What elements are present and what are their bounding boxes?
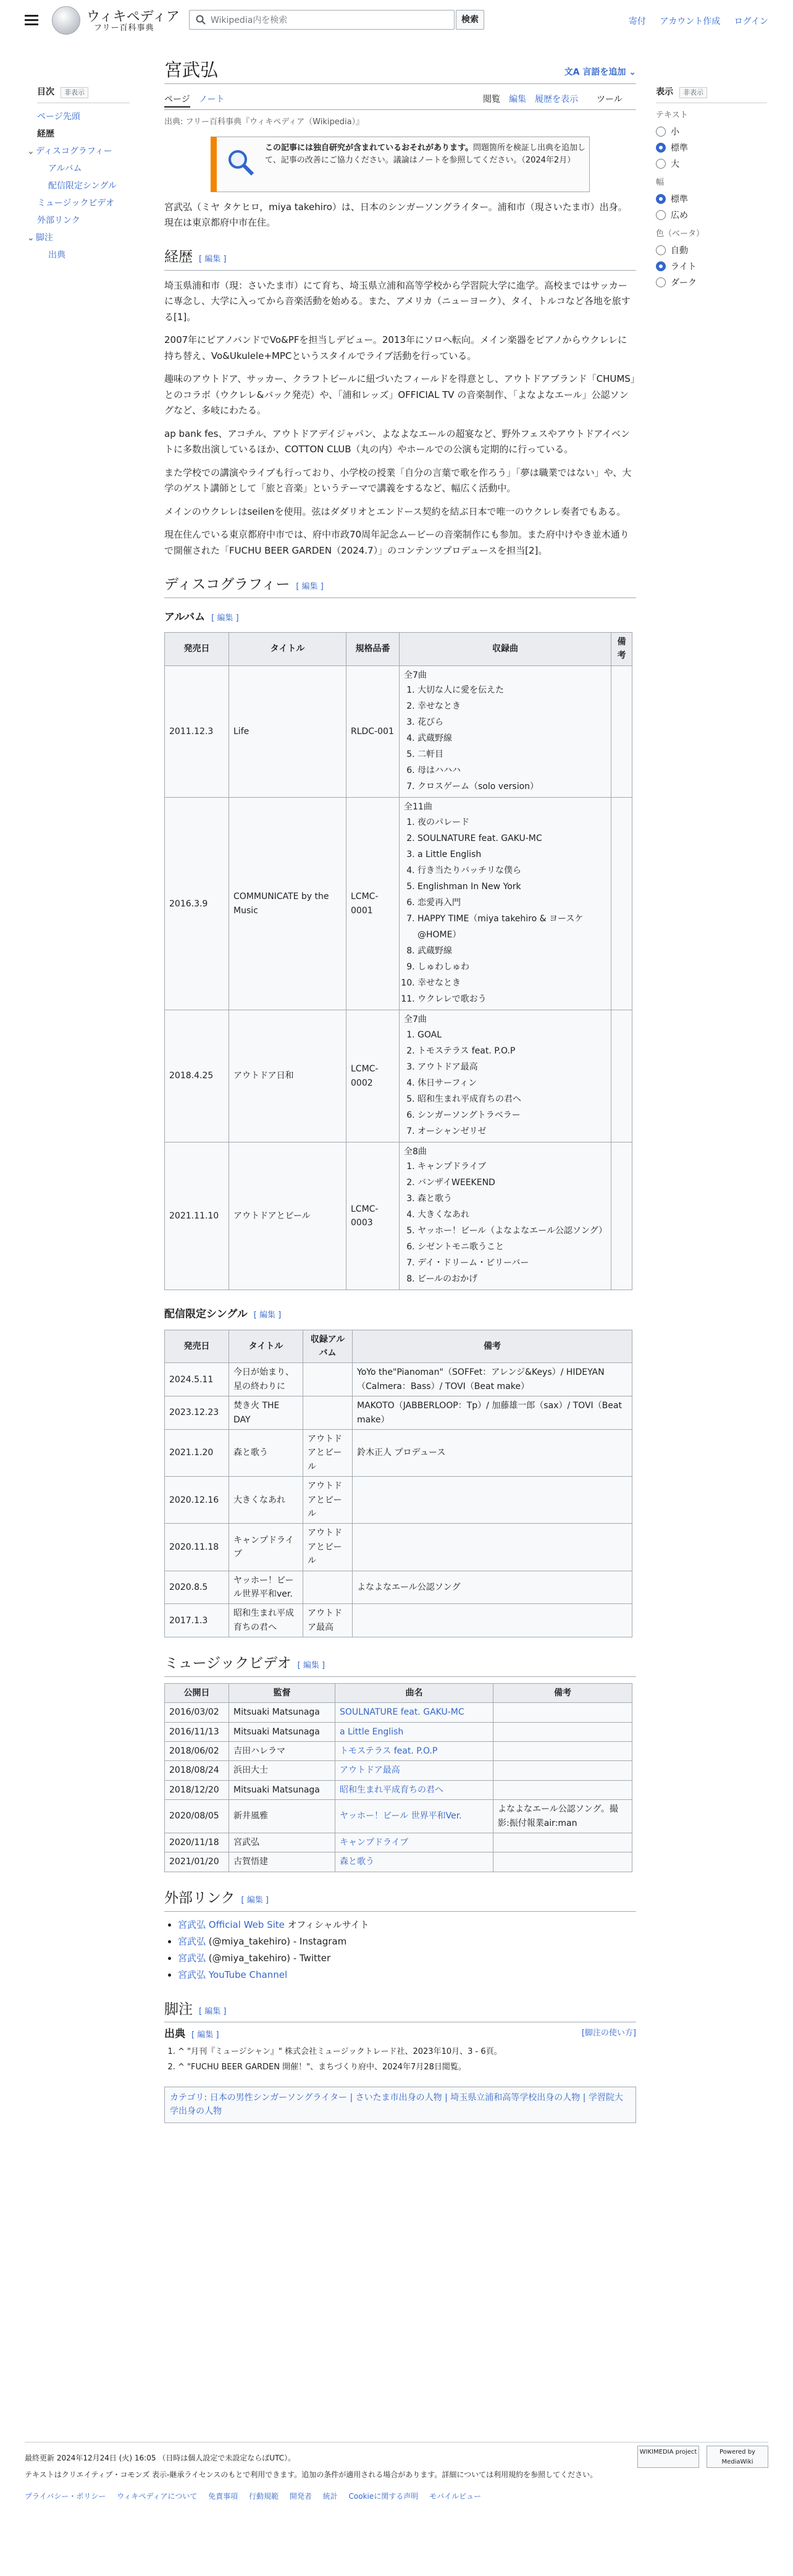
table-row <box>165 1833 632 1852</box>
section-mv-heading: ミュージックビデオ [ 編集 ] <box>164 1652 636 1677</box>
track-count: 全7曲 <box>404 1015 427 1025</box>
column-header: タイトル <box>229 1330 303 1363</box>
search-placeholder: Wikipedia内を検索 <box>211 15 288 25</box>
edit-link[interactable]: [ 編集 ] <box>199 2006 227 2016</box>
table-cell <box>493 1742 632 1761</box>
edit-link[interactable]: [ 編集 ] <box>211 613 239 623</box>
table-row <box>165 1142 632 1290</box>
search-button[interactable]: 検索 <box>456 10 484 30</box>
career-paragraph: 埼玉県浦和市（現：さいたま市）にて育ち、埼玉県立浦和高等学校から学習院大学に進学。高校まではサッカーに専念し、大学に入ってから音楽活動を始める。また、アメリカ（ニューヨーク）、タイ、トルコなど各地を旅する[1]。 <box>164 279 631 323</box>
table-cell: LCMC-0003 <box>346 1142 400 1290</box>
list-item: 3. 花びら <box>417 714 606 730</box>
table-cell: ヤッホー！ビール世界平和ver. <box>229 1571 303 1604</box>
table-cell: よなよなエール公認ソング <box>353 1571 632 1604</box>
list-item: 4. 大きくなあれ <box>417 1207 606 1223</box>
external-link[interactable]: 宮武弘 Official Web Site <box>178 1919 285 1930</box>
list-item: 4. 行き当たりバッチリな僕ら <box>417 863 606 879</box>
list-item: 6. シンガーソングトラベラー <box>417 1107 606 1123</box>
table-cell: 森と歌う <box>229 1430 303 1477</box>
site-subtitle: フリー百科事典 <box>94 23 154 33</box>
table-cell: 大きくなあれ <box>229 1477 303 1524</box>
article-content <box>164 49 636 2123</box>
track-list-cell <box>400 1142 611 1290</box>
tab-read[interactable]: 閲覧 <box>483 95 500 104</box>
table-cell <box>493 1722 632 1741</box>
song-link[interactable]: a Little English <box>335 1722 493 1741</box>
color-auto-radio[interactable]: 自動 <box>656 245 767 257</box>
list-item: 10. 幸せなとき <box>417 975 606 991</box>
tab-page[interactable]: ページ <box>164 93 190 108</box>
track-list <box>417 1159 606 1287</box>
table-cell: 2018/06/02 <box>165 1742 229 1761</box>
login-link[interactable]: ログイン <box>734 17 768 27</box>
tab-talk[interactable]: ノート <box>199 95 225 104</box>
developers-link[interactable]: 開発者 <box>289 2492 312 2501</box>
toc-item-links[interactable]: 外部リンク <box>37 216 80 226</box>
table-cell: 宮武弘 <box>229 1833 335 1852</box>
category-links[interactable]: カテゴリ: 日本の男性シンガーソングライター | さいたま市出身の人物 | 埼玉県立浦和高等学校出身の人物 | 学習院大学出身の人物 <box>170 2092 623 2117</box>
table-cell: 2018.4.25 <box>165 1010 229 1142</box>
list-item: 7. デイ・ドリーム・ビリーバー <box>417 1255 606 1271</box>
category-box <box>164 2087 636 2123</box>
toc-item-mv[interactable]: ミュージックビデオ <box>37 198 115 209</box>
section-links-heading: 外部リンク [ 編集 ] <box>164 1887 636 1912</box>
list-item: 6. 恋愛再入門 <box>417 895 606 911</box>
stats-link[interactable]: 統計 <box>322 2492 338 2501</box>
table-row <box>165 1703 632 1722</box>
toc-item-album[interactable]: アルバム <box>48 164 82 174</box>
column-header: 曲名 <box>335 1683 493 1702</box>
edit-link[interactable]: [ 編集 ] <box>253 1311 282 1320</box>
chevron-down-icon[interactable]: ⌄ <box>27 146 35 157</box>
list-item: 3. 森と歌う <box>417 1191 606 1207</box>
cookie-link[interactable]: Cookieに関する声明 <box>348 2492 419 2501</box>
column-header: 発売日 <box>165 1330 229 1363</box>
list-item: 1. キャンプドライブ <box>417 1159 606 1175</box>
table-row <box>165 1800 632 1833</box>
list-item: • 宮武弘 (@miya_takehiro) - Twitter <box>178 1950 636 1967</box>
donate-link[interactable]: 寄付 <box>628 17 646 27</box>
references-list <box>178 2045 636 2075</box>
notice-headline: この記事には独自研究が含まれているおそれがあります。 <box>265 143 473 153</box>
list-item: 3. アウトドア最高 <box>417 1059 606 1075</box>
wikipedia-globe-logo[interactable] <box>52 6 80 35</box>
table-cell: 吉田ハレラマ <box>229 1742 335 1761</box>
table-cell: Mitsuaki Matsunaga <box>229 1703 335 1722</box>
list-item: 2. バンザイWEEKEND <box>417 1175 606 1191</box>
page-title: 宮武弘 文A 言語を追加 ⌄ <box>164 56 636 84</box>
privacy-link[interactable]: プライバシー・ポリシー <box>25 2492 106 2501</box>
list-item: 5. Englishman In New York <box>417 879 606 895</box>
code-of-conduct-link[interactable]: 行動規範 <box>249 2492 279 2501</box>
table-cell <box>611 1142 632 1290</box>
table-cell: よなよなエール公認ソング。撮影:振付報業air:man <box>493 1800 632 1833</box>
table-cell <box>353 1524 632 1571</box>
table-cell: アウトドアとビール <box>303 1524 353 1571</box>
external-link[interactable]: 宮武弘 <box>178 1935 206 1947</box>
table-cell: RLDC-001 <box>346 665 400 798</box>
table-cell: 2021/01/20 <box>165 1852 229 1872</box>
single-table <box>164 1330 632 1637</box>
table-header-row <box>165 1683 632 1702</box>
table-row <box>165 1604 632 1637</box>
list-item: 7. クロスゲーム（solo version） <box>417 779 606 795</box>
page-tabs <box>164 88 636 110</box>
toc-item-sources[interactable]: 出典 <box>48 250 65 261</box>
song-link[interactable]: アウトドア最高 <box>335 1761 493 1780</box>
table-cell: アウトドアとビール <box>303 1430 353 1477</box>
toc-item-notes[interactable]: ⌄ 脚注 <box>37 229 130 247</box>
column-header: 備考 <box>493 1683 632 1702</box>
column-header: 収録曲 <box>400 633 611 666</box>
table-cell <box>493 1780 632 1799</box>
table-cell: 2018/08/24 <box>165 1761 229 1780</box>
song-link[interactable]: キャンプドライブ <box>335 1833 493 1852</box>
table-cell: 2020.12.16 <box>165 1477 229 1524</box>
table-header-row <box>165 1330 632 1363</box>
table-cell: Mitsuaki Matsunaga <box>229 1780 335 1799</box>
table-cell <box>493 1761 632 1780</box>
sources-heading: 出典 [ 編集 ] <box>164 2028 219 2041</box>
list-item: • 宮武弘 (@miya_takehiro) - Instagram <box>178 1933 636 1950</box>
track-count: 全7曲 <box>404 670 427 680</box>
disclaimer-link[interactable]: 免責事項 <box>208 2492 238 2501</box>
career-paragraph: また学校での講演やライブも行っており、小学校の授業「自分の言葉で歌を作ろう」「夢は職業ではない」や、大学のゲスト講師として「旅と音楽」というテーマで講義をするなど、幅広く活動中。 <box>164 467 632 494</box>
table-row <box>165 1761 632 1780</box>
list-item: 2. SOULNATURE feat. GAKU-MC <box>417 830 606 847</box>
mv-table <box>164 1683 632 1872</box>
search-input[interactable] <box>189 10 455 30</box>
column-header: タイトル <box>229 633 346 666</box>
table-row <box>165 1524 632 1571</box>
table-row <box>165 1010 632 1142</box>
edit-link[interactable]: [ 編集 ] <box>191 2030 219 2040</box>
appearance-panel <box>656 85 767 293</box>
table-cell <box>611 798 632 1010</box>
table-cell <box>303 1571 353 1604</box>
table-cell: 2020/11/18 <box>165 1833 229 1852</box>
table-cell: 今日が始まり、星の終わりに <box>229 1363 303 1396</box>
table-row <box>165 1852 632 1872</box>
song-link[interactable]: ヤッホー！ビール 世界平和Ver. <box>335 1800 493 1833</box>
table-cell <box>611 665 632 798</box>
table-cell: 2021.1.20 <box>165 1430 229 1477</box>
song-link[interactable]: トモステラス feat. P.O.P <box>335 1742 493 1761</box>
table-header-row <box>165 633 632 666</box>
column-header: 備考 <box>353 1330 632 1363</box>
table-cell: アウトドア日和 <box>229 1010 346 1142</box>
track-list <box>417 682 606 795</box>
table-cell: Mitsuaki Matsunaga <box>229 1722 335 1741</box>
table-cell: 2023.12.23 <box>165 1396 229 1430</box>
column-header: 発売日 <box>165 633 229 666</box>
table-cell: 2016/11/13 <box>165 1722 229 1741</box>
table-cell: LCMC-0002 <box>346 1010 400 1142</box>
table-cell <box>353 1604 632 1637</box>
toc-item-top[interactable]: ページ先頭 <box>37 112 80 122</box>
text-standard-radio[interactable]: 標準 <box>656 142 767 154</box>
table-cell: アウトドア最高 <box>303 1604 353 1637</box>
section-career-heading: 経歴 [ 編集 ] <box>164 246 636 271</box>
maintenance-notice <box>211 137 590 192</box>
list-item: 2. 幸せなとき <box>417 698 606 714</box>
text-large-radio[interactable]: 大 <box>656 158 767 171</box>
ref-help-link[interactable]: [脚注の使い方] <box>581 2029 636 2038</box>
column-header: 監督 <box>229 1683 335 1702</box>
column-header: 規格品番 <box>346 633 400 666</box>
table-cell <box>493 1852 632 1872</box>
table-cell: 新井風雅 <box>229 1800 335 1833</box>
table-cell: Life <box>229 665 346 798</box>
from-line: 出典: フリー百科事典『ウィキペディア（Wikipedia）』 <box>164 117 364 127</box>
career-paragraph: 2007年にピアノバンドでVo&PFを担当しデビュー。2013年にソロへ転向。メイン楽器をピアノからウクレレに持ち替え、Vo&Ukulele+MPCというスタイルでライブ活動を行っている。 <box>164 334 627 361</box>
list-item: 2. トモステラス feat. P.O.P <box>417 1043 606 1059</box>
list-item: 8. ビールのおかげ <box>417 1271 606 1287</box>
last-updated: 最終更新 2024年12月24日 (火) 16:05 （日時は個人設定で未設定ならばUTC）。 <box>25 2454 296 2462</box>
search-icon <box>196 15 206 25</box>
site-title[interactable]: ウィキペディア <box>86 9 180 25</box>
toc-title: 目次 <box>37 87 54 97</box>
table-row <box>165 1722 632 1741</box>
career-paragraph: 現在住んでいる東京都府中市では、府中市政70周年記念ムービーの音楽制作にも参加。また府中けやき並木通りで開催された「FUCHU BEER GARDEN（2024.7）」のコンテンツプロデュースを担当[2]。 <box>164 529 629 556</box>
table-cell: キャンプドライブ <box>229 1524 303 1571</box>
single-heading: 配信限定シングル [ 編集 ] <box>164 1308 282 1321</box>
mobile-view-link[interactable]: モバイルビュー <box>429 2492 482 2501</box>
table-cell: アウトドアとビール <box>303 1477 353 1524</box>
list-item: 7. オーシャンゼリゼ <box>417 1123 606 1139</box>
list-item: 5. 昭和生まれ平成育ちの君へ <box>417 1091 606 1107</box>
list-item: 4. 休日サーフィン <box>417 1075 606 1091</box>
table-cell: 昭和生まれ平成育ちの君へ <box>229 1604 303 1637</box>
table-row <box>165 1396 632 1430</box>
table-cell: 2020.8.5 <box>165 1571 229 1604</box>
list-item: 1. 大切な人に愛を伝えた <box>417 682 606 698</box>
song-link[interactable]: 森と歌う <box>335 1852 493 1872</box>
external-link[interactable]: 宮武弘 <box>178 1952 206 1964</box>
table-cell <box>353 1477 632 1524</box>
list-item: 6. シゼントモニ歌うこと <box>417 1239 606 1255</box>
mediawiki-badge[interactable]: Powered by MediaWiki <box>707 2446 768 2468</box>
table-cell: 2018/12/20 <box>165 1780 229 1799</box>
track-list <box>417 1027 606 1139</box>
list-item: 7. HAPPY TIME（miya takehiro & ヨースケ@HOME） <box>417 911 606 943</box>
track-list-cell <box>400 798 611 1010</box>
toc-item-career[interactable]: 経歴 <box>37 129 54 140</box>
table-cell: COMMUNICATE by the Music <box>229 798 346 1010</box>
user-links <box>618 15 768 28</box>
track-count: 全11曲 <box>404 802 432 813</box>
toc-item-discography[interactable]: ⌄ ディスコグラフィー <box>37 143 130 160</box>
color-light-radio[interactable]: ライト <box>656 261 767 273</box>
edit-link[interactable]: [ 編集 ] <box>241 1895 269 1905</box>
table-cell: 2011.12.3 <box>165 665 229 798</box>
edit-link[interactable]: [ 編集 ] <box>199 254 227 264</box>
table-cell: MAKOTO（JABBERLOOP：Tp）/ 加藤雄一郎（sax）/ TOVI（Beat make） <box>353 1396 632 1430</box>
site-header <box>0 0 793 43</box>
table-row <box>165 1363 632 1396</box>
edit-link[interactable]: [ 編集 ] <box>297 1661 325 1671</box>
toc-item-single[interactable]: 配信限定シングル <box>48 181 117 192</box>
list-item: 6. 母はハハハ <box>417 762 606 779</box>
career-paragraph: ap bank fes、アコチル、アウトドアデイジャパン、よなよなエールの超宴など、野外フェスやアウトドアイベントに多数出演しているほか、COTTON CLUB（丸の内）やホールでの公演も定期的に行っている。 <box>164 428 630 455</box>
text-small-radio[interactable]: 小 <box>656 126 767 138</box>
table-cell: 2020/08/05 <box>165 1800 229 1833</box>
column-header: 収録アルバム <box>303 1330 353 1363</box>
list-item: 9. しゅわしゅわ <box>417 959 606 975</box>
color-label: 色（ベータ） <box>656 229 705 239</box>
intro-paragraph: 宮武弘（ミヤ タケヒロ，miya takehiro）は、日本のシンガーソングライター。浦和市（現さいたま市）出身。現在は東京都府中市在住。 <box>164 201 627 229</box>
list-item: 1. GOAL <box>417 1027 606 1043</box>
table-cell: 2024.5.11 <box>165 1363 229 1396</box>
edit-link[interactable]: [ 編集 ] <box>296 582 324 592</box>
table-cell: 古賀悟建 <box>229 1852 335 1872</box>
list-item: 2. ^ "FUCHU BEER GARDEN 開催！"、まちづくり府中、2024年7月28日閲覧。 <box>178 2060 636 2076</box>
width-label: 幅 <box>656 178 665 188</box>
table-row <box>165 1571 632 1604</box>
list-item: 8. 武蔵野線 <box>417 943 606 959</box>
appearance-title: 表示 <box>656 87 673 97</box>
career-paragraph: メインのウクレレはseilenを使用。弦はダダリオとエンドース契約を結ぶ日本で唯一のウクレレ奏者でもある。 <box>164 505 626 517</box>
add-language-button[interactable]: 文A 言語を追加 ⌄ <box>564 67 636 77</box>
tab-tools[interactable]: ツール <box>597 95 623 104</box>
table-row <box>165 1780 632 1799</box>
list-item: 1. ^ "月刊『ミュージシャン』" 株式会社ミュージックトレード社、2023年10月、3 - 6頁。 <box>178 2045 636 2060</box>
track-count: 全8曲 <box>404 1146 427 1157</box>
table-cell: LCMC-0001 <box>346 798 400 1010</box>
table-cell: 2017.1.3 <box>165 1604 229 1637</box>
table-cell: 2016.3.9 <box>165 798 229 1010</box>
width-wide-radio[interactable]: 広め <box>656 209 767 222</box>
width-standard-radio[interactable]: 標準 <box>656 193 767 206</box>
license-text: テキストはクリエイティブ・コモンズ 表示-継承ライセンスのもとで利用できます。追加の条件が適用される場合があります。詳細については利用規約を参照してください。 <box>25 2470 598 2480</box>
toc-hide-button[interactable]: 非表示 <box>61 87 88 98</box>
column-header: 公開日 <box>165 1683 229 1702</box>
list-item: 11. ウクレレで歌おう <box>417 991 606 1007</box>
tab-edit[interactable]: 編集 <box>509 95 526 104</box>
table-row <box>165 665 632 798</box>
table-row <box>165 1742 632 1761</box>
section-discography-heading: ディスコグラフィー [ 編集 ] <box>164 573 636 598</box>
main-menu-icon[interactable] <box>25 15 38 26</box>
table-cell: 2016/03/02 <box>165 1703 229 1722</box>
list-item: • 宮武弘 Official Web Site オフィシャルサイト <box>178 1917 636 1933</box>
create-account-link[interactable]: アカウント作成 <box>660 17 721 27</box>
color-dark-radio[interactable]: ダーク <box>656 277 767 289</box>
table-cell <box>493 1833 632 1852</box>
album-heading: アルバム [ 編集 ] <box>164 610 239 623</box>
table-cell: 焚き火 THE DAY <box>229 1396 303 1430</box>
list-item: 1. 夜のパレード <box>417 814 606 830</box>
album-table <box>164 632 632 1290</box>
about-link[interactable]: ウィキペディアについて <box>117 2492 198 2501</box>
notice-body: 問題箇所を検証し出典を追加して、記事の改善にご協力ください。議論はノートを参照してください。（2024年2月） <box>265 143 585 165</box>
list-item: 5. ヤッホー！ビール（よなよなエール公認ソング） <box>417 1223 606 1239</box>
career-paragraph: 趣味のアウトドア、サッカー、クラフトビールに紐づいたフィールドを得意とし、アウトドアブランド「CHUMS」とのコラボ（ウクレレ&バック発売）や、「浦和レッズ」OFFICIAL TV の音楽制作、「よなよなエール」公認ソングなど、多岐にわたる。 <box>164 373 636 416</box>
table-cell: 浜田大士 <box>229 1761 335 1780</box>
table-cell <box>303 1363 353 1396</box>
list-item: 5. 二軒目 <box>417 746 606 762</box>
table-cell <box>611 1010 632 1142</box>
section-notes-heading: 脚注 [ 編集 ] <box>164 1998 636 2023</box>
table-cell: 鈴木正人 プロデュース <box>353 1430 632 1477</box>
table-row <box>165 1430 632 1477</box>
magnifier-icon <box>225 147 255 177</box>
table-cell <box>303 1396 353 1430</box>
table-row <box>165 798 632 1010</box>
chevron-down-icon[interactable]: ⌄ <box>27 233 35 243</box>
table-row <box>165 1477 632 1524</box>
appearance-hide-button[interactable]: 非表示 <box>679 87 707 98</box>
table-cell: 2021.11.10 <box>165 1142 229 1290</box>
list-item: 4. 武蔵野線 <box>417 730 606 746</box>
text-size-label: テキスト <box>656 111 688 120</box>
track-list-cell <box>400 1010 611 1142</box>
table-of-contents <box>27 85 130 264</box>
list-item <box>178 1967 636 1983</box>
song-link[interactable]: SOULNATURE feat. GAKU-MC <box>335 1703 493 1722</box>
column-header: 備考 <box>611 633 632 666</box>
list-item: 3. a Little English <box>417 847 606 863</box>
track-list <box>417 814 606 1007</box>
table-cell: YoYo the"Pianoman"（SOFFet：アレンジ&Keys）/ HIDEYAN（Calmera：Bass）/ TOVI（Beat make） <box>353 1363 632 1396</box>
table-cell: アウトドアとビール <box>229 1142 346 1290</box>
wikimedia-badge[interactable]: WIKIMEDIA project <box>637 2446 699 2468</box>
table-cell: 2020.11.18 <box>165 1524 229 1571</box>
tab-history[interactable]: 履歴を表示 <box>535 95 578 104</box>
footer-links <box>25 2491 768 2502</box>
external-link[interactable]: 宮武弘 YouTube Channel <box>178 1969 288 1980</box>
table-cell <box>493 1703 632 1722</box>
song-link[interactable]: 昭和生まれ平成育ちの君へ <box>335 1780 493 1799</box>
external-links-list <box>178 1917 636 1983</box>
track-list-cell <box>400 665 611 798</box>
